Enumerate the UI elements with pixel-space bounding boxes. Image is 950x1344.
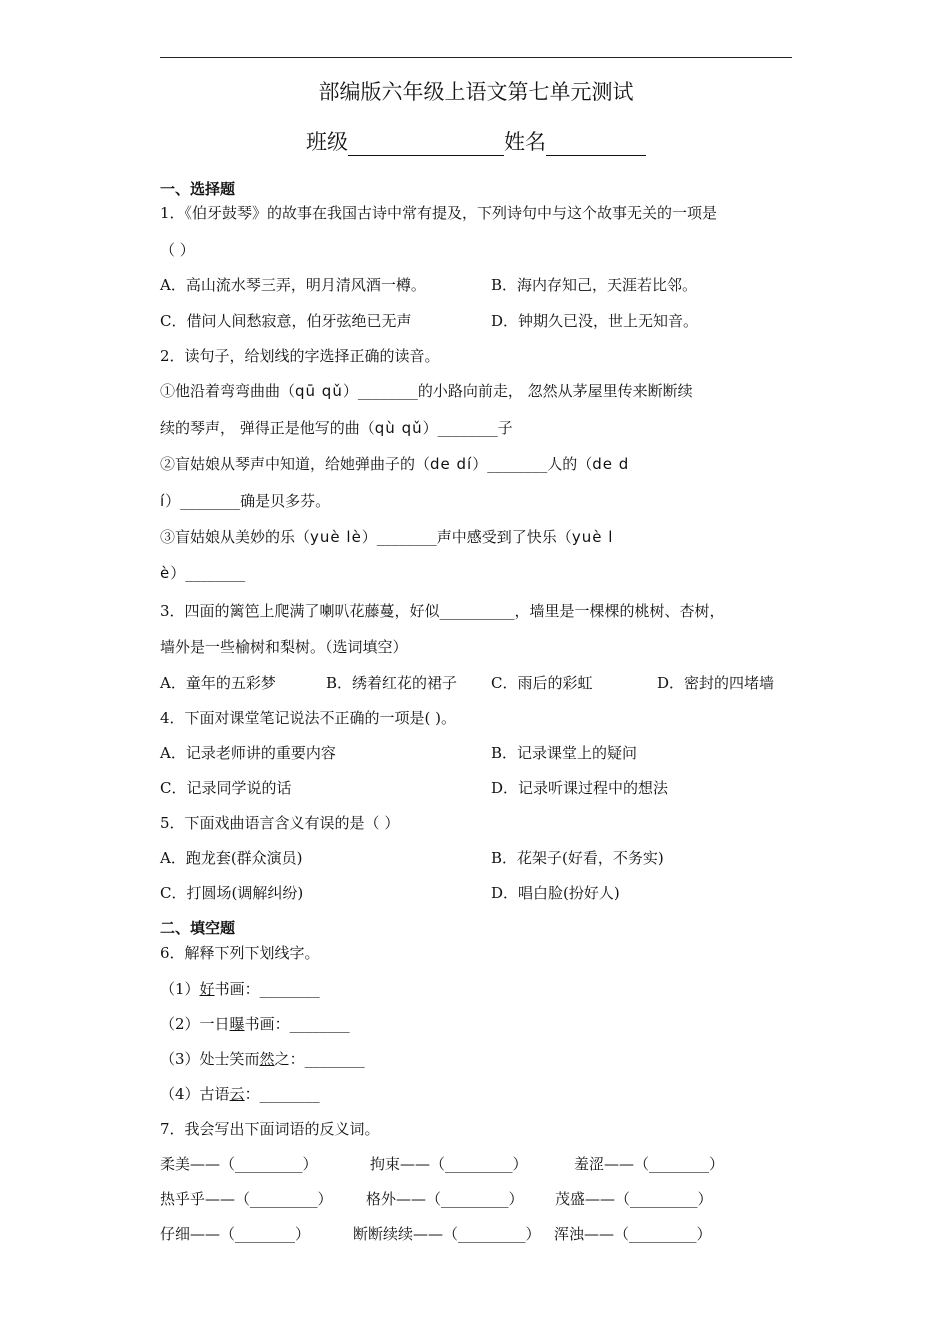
q7-item[interactable]: 茂盛——（_________） (555, 1190, 713, 1208)
q3-option-a[interactable]: A．童年的五彩梦 (160, 674, 276, 692)
pinyin-options: yuè lè (310, 528, 362, 546)
q5-option-a[interactable]: A．跑龙套(群众演员) (160, 849, 303, 867)
q5-option-b[interactable]: B．花架子(好看，不务实) (491, 849, 664, 867)
q2-stem: 2．读句子，给划线的字选择正确的读音。 (160, 347, 440, 365)
q7-stem: 7．我会写出下面词语的反义词。 (160, 1120, 380, 1138)
q6-stem: 6．解释下列下划线字。 (160, 944, 320, 962)
q6-item-1[interactable]: （1）好书画：________ (160, 980, 320, 998)
q2-line-1: ①他沿着弯弯曲曲（qū qǔ）________的小路向前走， 忽然从茅屋里传来断断续 (160, 382, 693, 400)
q1-stem: 1．《伯牙鼓琴》的故事在我国古诗中常有提及，下列诗句中与这个故事无关的一项是 (160, 204, 718, 222)
pinyin-options: de dí (430, 455, 473, 473)
class-label: 班级 (306, 130, 348, 154)
q7-item[interactable]: 仔细——（________） (160, 1225, 311, 1243)
q4-option-a[interactable]: A．记录老师讲的重要内容 (160, 744, 336, 762)
q2-line-4: í）________确是贝多芬。 (160, 492, 331, 510)
q1-option-c[interactable]: C．借问人间愁寂意，伯牙弦绝已无声 (160, 312, 412, 330)
q1-paren: （ ） (160, 241, 195, 259)
q3-option-b[interactable]: B．绣着红花的裙子 (326, 674, 458, 692)
q6-item-2[interactable]: （2）一日曝书画：________ (160, 1015, 350, 1033)
name-label: 姓名 (504, 130, 546, 154)
q1-option-d[interactable]: D．钟期久已没，世上无知音。 (491, 312, 699, 330)
pinyin-options: í (160, 492, 166, 510)
page-title: 部编版六年级上语文第七单元测试 (318, 80, 634, 104)
q7-item[interactable]: 羞涩——（________） (574, 1155, 725, 1173)
pinyin-options: qù qǔ (374, 419, 423, 437)
q7-item[interactable]: 浑浊——（_________） (554, 1225, 712, 1243)
q7-item[interactable]: 格外——（_________） (366, 1190, 524, 1208)
class-blank[interactable] (348, 133, 504, 156)
q7-item[interactable]: 柔美——（_________） (160, 1155, 318, 1173)
q4-stem: 4．下面对课堂笔记说法不正确的一项是( )。 (160, 709, 457, 727)
q5-stem: 5．下面戏曲语言含义有误的是（ ） (160, 814, 400, 832)
q6-item-3[interactable]: （3）处士笑而然之：________ (160, 1050, 365, 1068)
pinyin-options: qū qǔ (295, 382, 343, 400)
q4-option-b[interactable]: B．记录课堂上的疑问 (491, 744, 638, 762)
pinyin-options: è (160, 564, 171, 582)
pinyin-options: de d (592, 455, 630, 473)
q1-option-a[interactable]: A．高山流水琴三弄，明月清风酒一樽。 (160, 276, 426, 294)
q7-item[interactable]: 拘束——（_________） (370, 1155, 528, 1173)
q2-line-5: ③盲姑娘从美妙的乐（yuè lè）________声中感受到了快乐（yuè l (160, 528, 614, 546)
q3-option-c[interactable]: C．雨后的彩虹 (491, 674, 593, 692)
name-blank[interactable] (546, 133, 646, 156)
class-name-line (160, 126, 792, 156)
section-heading-fill: 二、填空题 (160, 919, 236, 937)
q3-stem-2: 墙外是一些榆树和梨树。（选词填空） (160, 638, 408, 656)
q4-option-d[interactable]: D．记录听课过程中的想法 (491, 779, 669, 797)
q7-item[interactable]: 热乎乎——（_________） (160, 1190, 333, 1208)
q2-line-6: è）________ (160, 564, 246, 582)
q5-option-d[interactable]: D．唱白脸(扮好人) (491, 884, 620, 902)
q2-line-3: ②盲姑娘从琴声中知道，给她弹曲子的（de dí）________人的（de d (160, 455, 630, 473)
section-heading-choice: 一、选择题 (160, 180, 236, 198)
pinyin-options: yuè l (571, 528, 614, 546)
q2-line-2: 续的琴声， 弹得正是他写的曲（qù qǔ）________子 (160, 419, 513, 437)
q3-stem-1: 3．四面的篱笆上爬满了喇叭花藤蔓，好似__________，墙里是一棵棵的桃树、杏树， (160, 602, 725, 620)
q5-option-c[interactable]: C．打圆场(调解纠纷) (160, 884, 304, 902)
q1-option-b[interactable]: B．海内存知己，天涯若比邻。 (491, 276, 698, 294)
q3-option-d[interactable]: D．密封的四堵墙 (657, 674, 775, 692)
q7-item[interactable]: 断断续续——（_________） (353, 1225, 541, 1243)
q4-option-c[interactable]: C．记录同学说的话 (160, 779, 292, 797)
header-rule (160, 57, 792, 58)
q6-item-4[interactable]: （4）古语云：________ (160, 1085, 320, 1103)
